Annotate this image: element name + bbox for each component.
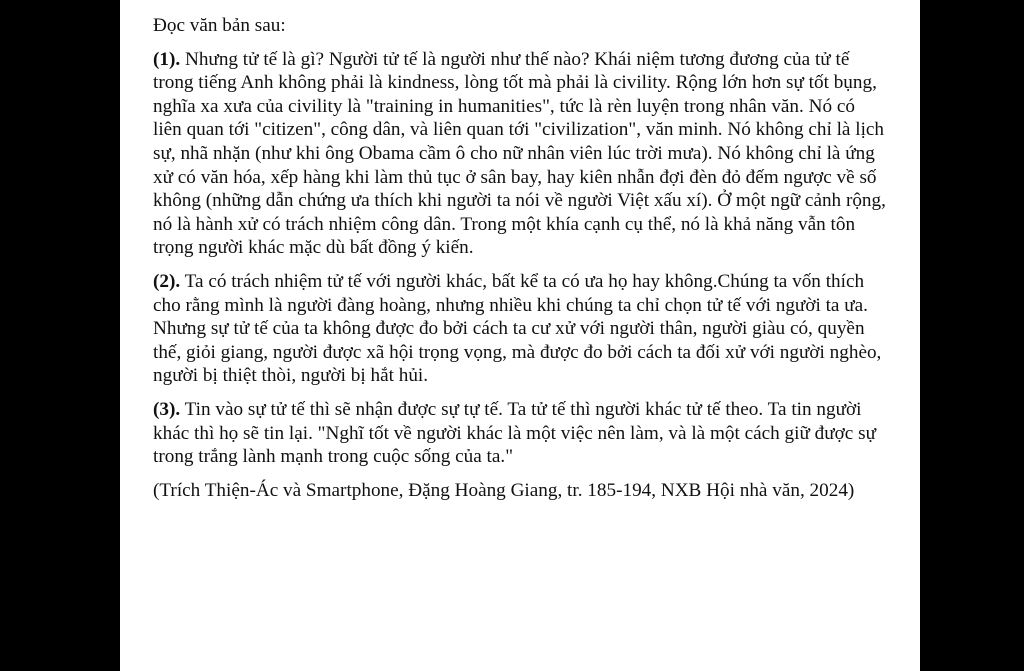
paragraph-1-number: (1). [153,48,181,70]
paragraph-3-number: (3). [153,398,181,420]
paragraph-1-text: Nhưng tử tế là gì? Người tử tế là người như thế nào? Khái niệm tương đương của tử tế trong tiếng Anh không phải là kindness, lòng tốt mà phải là civility. Rộng lớn hơn sự tốt bụng, nghĩa xa xưa của civility là "training in humanities", tức là rèn luyện trong nhân văn. Nó có liên quan tới "citizen", công dân, và liên quan tới "civilization", văn minh. Nó không chỉ là lịch sự, nhã nhặn (như khi ông Obama cầm ô cho nữ nhân viên lúc trời mưa). Nó không chỉ là ứng xử có văn hóa, xếp hàng khi làm thủ tục ở sân bay, hay kiên nhẫn đợi đèn đỏ đếm ngược về số không (những dẫn chứng ưa thích khi người ta nói về người Việt xấu xí). Ở một ngữ cảnh rộng, nó là hành xử có trách nhiệm công dân. Trong một khía cạnh cụ thể, nó là khả năng vẫn tôn trọng người khác mặc dù bất đồng ý kiến. [153,48,886,259]
paragraph-3-text: Tin vào sự tử tế thì sẽ nhận được sự tự tế. Ta tử tế thì người khác tử tế theo. Ta tin người khác thì họ sẽ tin lại. "Nghĩ tốt về người khác là một việc nên làm, và là một cách giữ được sự trong trắng lành mạnh trong cuộc sống của ta." [153,398,876,468]
document-page [120,0,920,671]
source-citation: (Trích Thiện-Ác và Smartphone, Đặng Hoàng Giang, tr. 185-194, NXB Hội nhà văn, 2024) [153,479,855,501]
paragraph-1 [153,48,888,260]
instruction-text: Đọc văn bản sau: [153,15,286,36]
paragraph-2-text: Ta có trách nhiệm tử tế với người khác, bất kể ta có ưa họ hay không.Chúng ta vốn thích cho rằng mình là người đàng hoàng, nhưng nhiều khi chúng ta chỉ chọn tử tế với người ta ưa. Nhưng sự tử tế của ta không được đo bởi cách ta cư xử với người thân, người giàu có, quyền thế, giỏi giang, người được xã hội trọng vọng, mà được đo bởi cách ta đối xử với người nghèo, người bị thiệt thòi, người bị hắt hủi. [153,270,882,387]
paragraph-2 [153,270,888,388]
paragraph-2-number: (2). [153,270,181,292]
paragraph-3 [153,398,888,469]
